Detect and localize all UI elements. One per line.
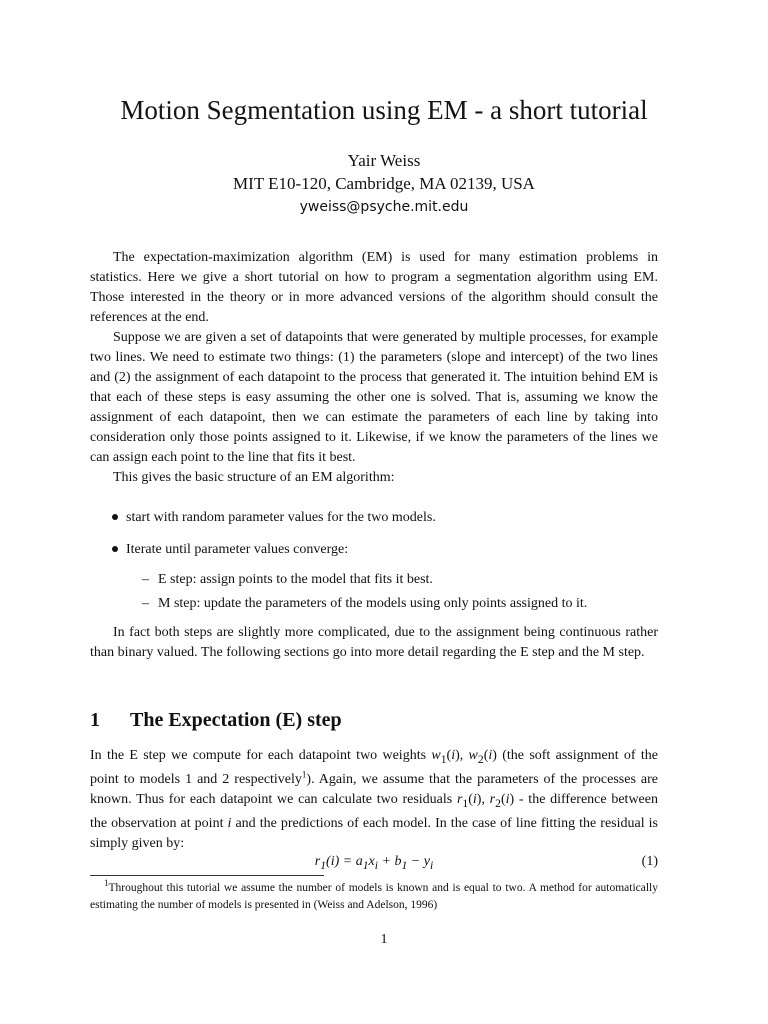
page-number: 1 [380, 932, 388, 947]
estep-text-part: In the E step we compute for each datapoint two weights [90, 748, 432, 763]
bullet-text-2: Iterate until parameter values converge: [126, 542, 349, 557]
footnote-body: Throughout this tutorial we assume the number of models is known and is equal to two. A method for automatically estimating the number of models is presented in (Weiss and Adelson, 1996) [90, 882, 658, 911]
author-email: yweiss@psyche.mit.edu [299, 199, 469, 215]
estep-text-part: - the difference between the observation at point [90, 791, 658, 831]
estep-text-part: (the soft assignment of the point to models 1 and 2 respectively [90, 748, 658, 787]
footnote-text [90, 880, 658, 914]
section-title: The Expectation (E) step [130, 709, 342, 731]
estep-text-part: and the predictions of each model. In the case of line fitting the residual is simply given by: [90, 815, 658, 851]
intro-text: The expectation-maximization algorithm (EM) is used for many estimation problems in statistics. Here we give a short tutorial on how to program a segmentation algorithm using EM. Those interested in the theory or in more advanced versions of the algorithm should consult the references at the end. [90, 250, 658, 325]
estep-text: In the E step we compute for each datapoint two weights $w_1(i)$, $w_2(i)$ (the soft assignment of the point to models 1 and 2 respectively$^1$). Again, we assume that the parameters of the processes are known. Thus for each datapoint we can calculate two residuals $r_1(i)$, $r_2(i)$ - the difference between the observation at point i and the predictions of each model. In the case of line fitting the residual is simply given by: [90, 748, 658, 851]
footnote-marker: 1 [301, 769, 307, 780]
section-heading [90, 706, 650, 734]
sub-bullet-text-1: E step: assign points to the model that fits it best. [158, 572, 433, 587]
bullet-icon [112, 514, 118, 520]
section-number: 1 [90, 709, 100, 731]
intro-paragraph [90, 248, 658, 328]
in-fact-text: In fact both steps are slightly more complicated, due to the assignment being continuous rather than binary valued. The following sections go into more detail regarding the E step and the M step. [90, 625, 658, 660]
dash-icon: – [142, 572, 149, 587]
bullet-text-1: start with random parameter values for the two models. [126, 510, 436, 525]
variable-i: i [227, 815, 232, 831]
author-name: Yair Weiss [347, 151, 421, 170]
bullet-icon [112, 546, 118, 552]
estep-text-part: ). Again, we assume that the parameters of the processes are known. Thus for each datapoint we can calculate two residuals [90, 771, 658, 807]
bullet-list-item [112, 508, 672, 528]
bullet-item-2 [112, 540, 672, 560]
dash-icon: – [142, 596, 149, 611]
structure-text: This gives the basic structure of an EM algorithm: [113, 470, 395, 485]
bullet-item-1 [112, 508, 672, 528]
footnote [90, 880, 658, 914]
suppose-paragraph [90, 328, 658, 488]
sub-bullet-text-2: M step: update the parameters of the models using only points assigned to it. [158, 596, 588, 611]
footnote-rule [90, 875, 324, 876]
paper-title: Motion Segmentation using EM - a short tutorial [120, 95, 648, 125]
in-fact-paragraph [90, 623, 658, 663]
sub-bullet-item-2 [142, 594, 662, 614]
estep-paragraph [90, 746, 658, 854]
sub-bullet-item-1 [142, 570, 662, 590]
equation-body: $r_1(i) = a_1x_i + b_1 - y_i$ [314, 854, 434, 872]
suppose-text: Suppose we are given a set of datapoints that were generated by multiple processes, for example two lines. We need to estimate two things: (1) the parameters (slope and intercept) of the two lines and (2) the assignment of each datapoint to the process that generated it. The intuition behind EM is that each of these steps is easy assuming the other one is solved. That is, assuming we know the assignment of each datapoint, then we can estimate the parameters of each line by taking into consideration only those points assigned to it. Likewise, if we know the parameters of the lines we can assign each point to the line that fits it best. [90, 330, 658, 465]
equation-number: (1) [641, 854, 658, 869]
author-affiliation: MIT E10-120, Cambridge, MA 02139, USA [233, 174, 535, 193]
footnote-mark: 1 [104, 878, 109, 889]
bullet-list-item [112, 540, 672, 560]
